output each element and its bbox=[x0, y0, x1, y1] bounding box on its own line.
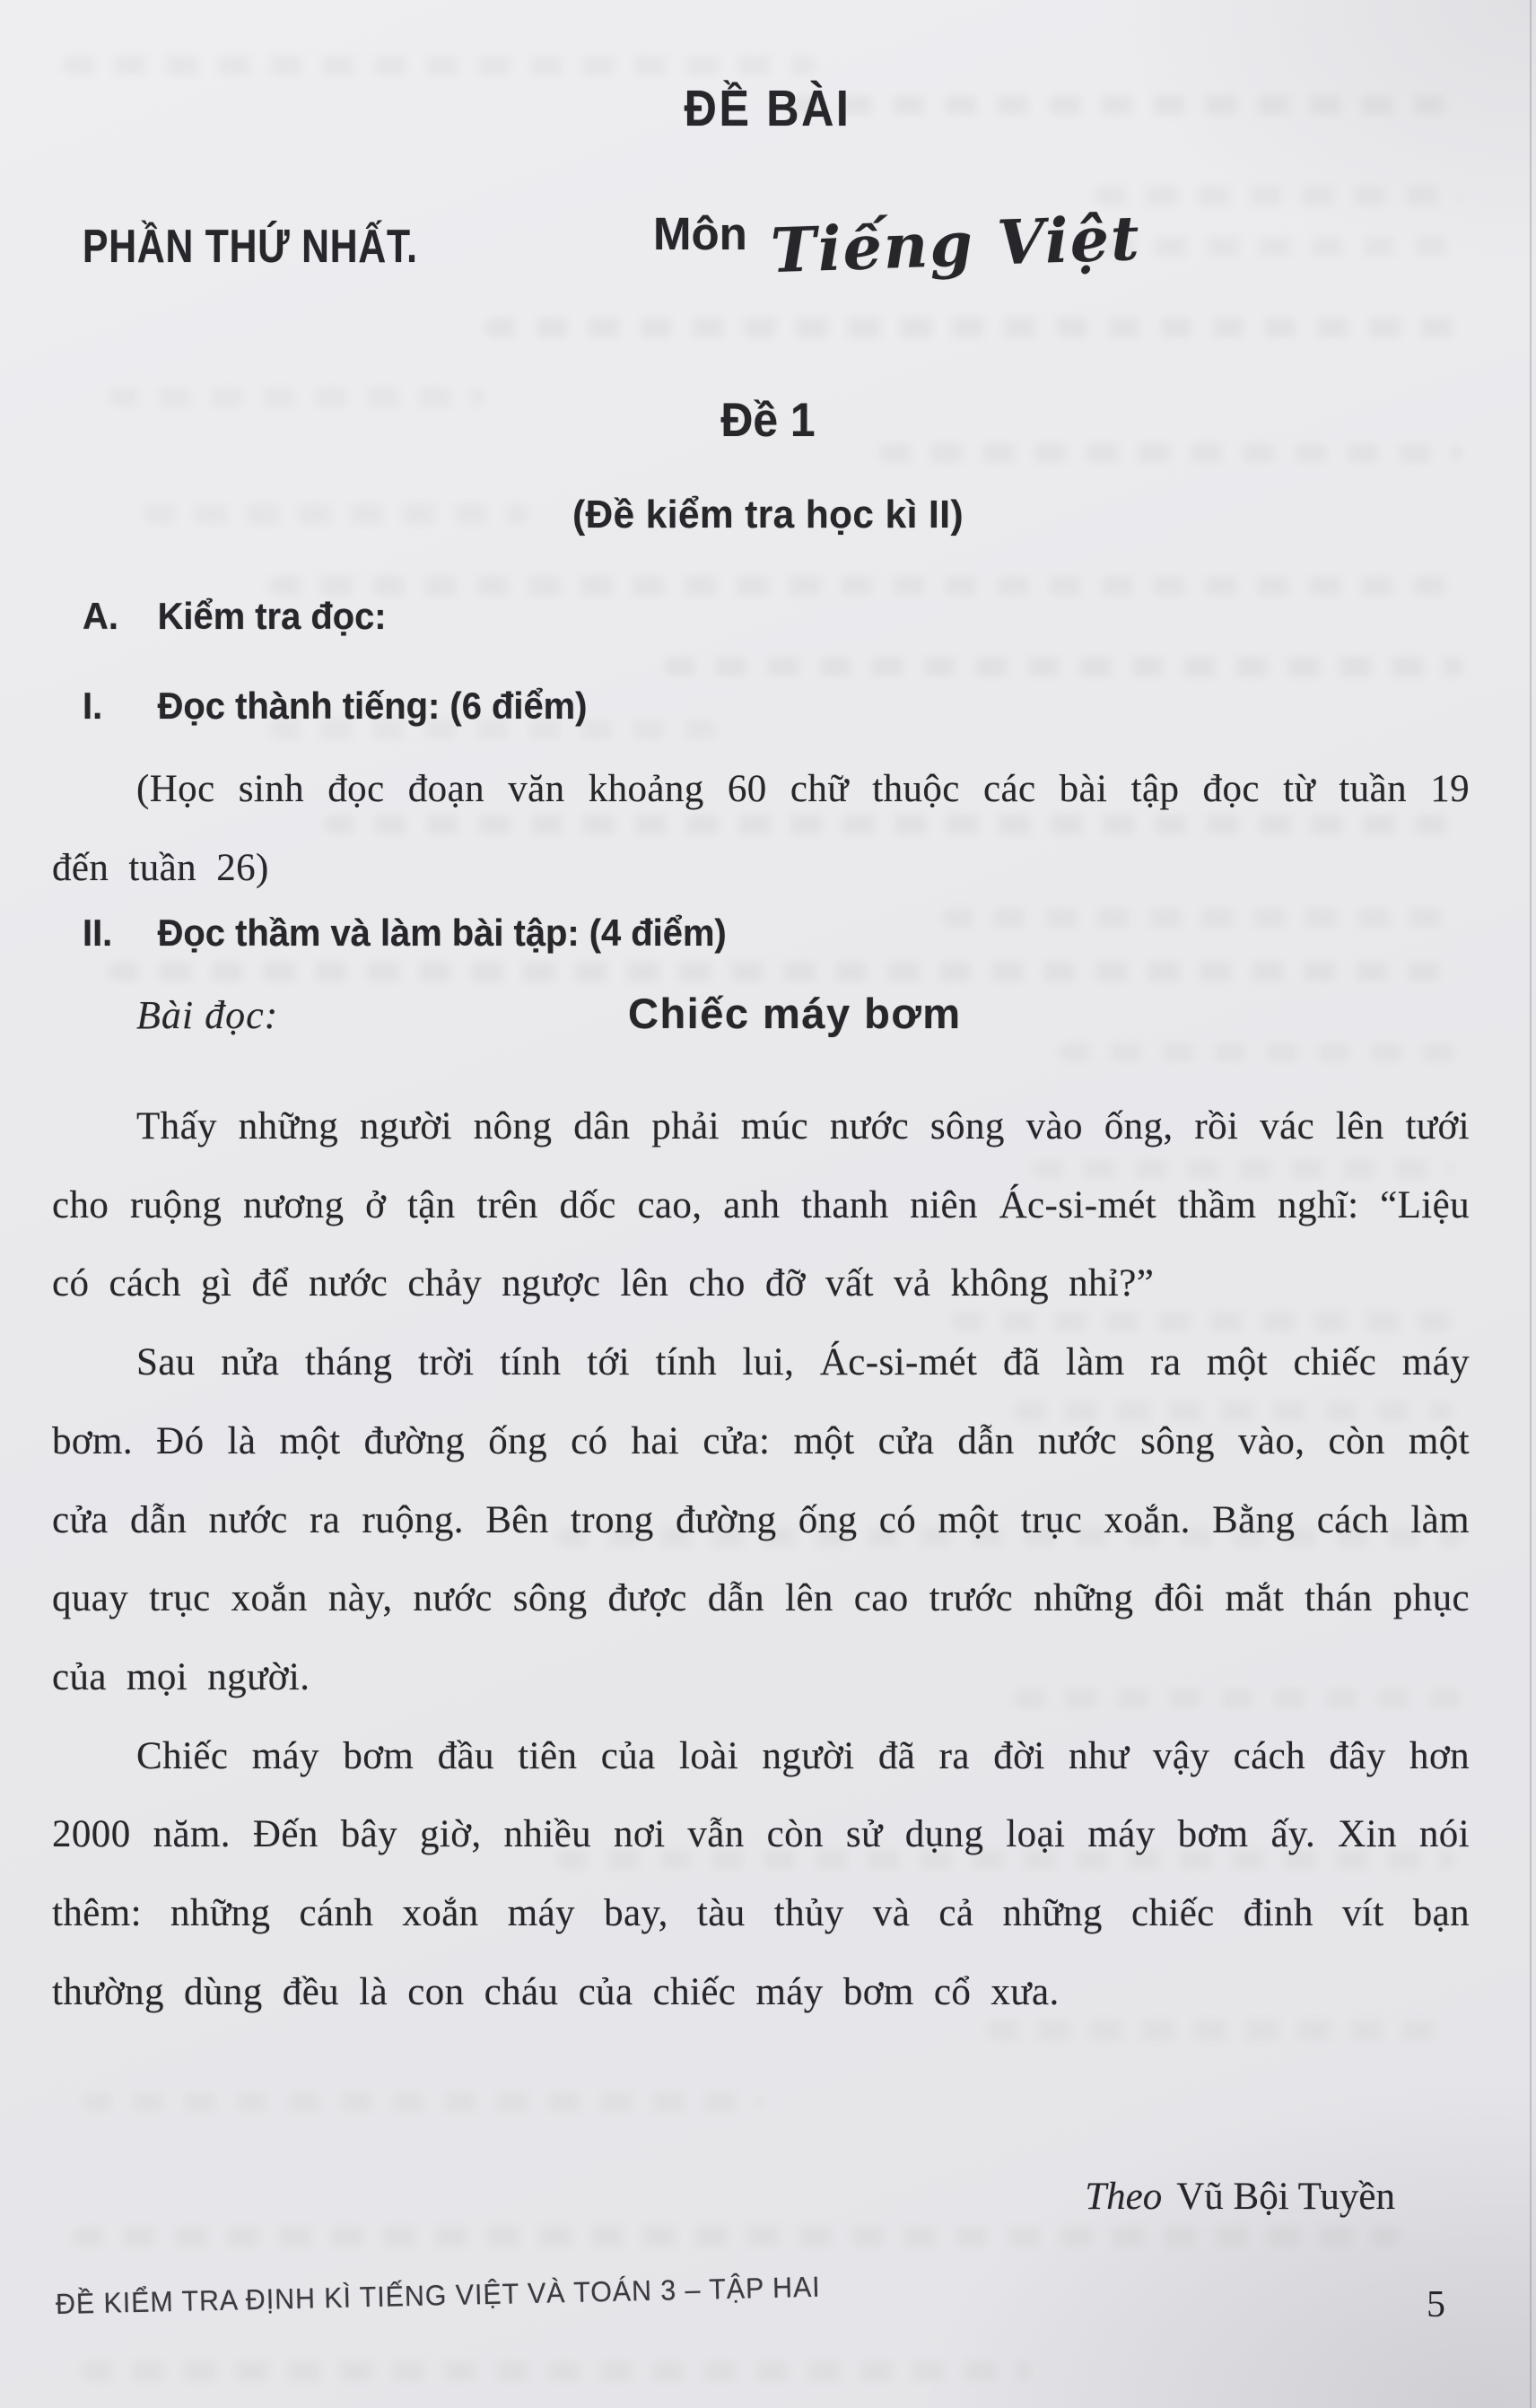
footer-book-title-text: ĐỀ KIỂM TRA ĐỊNH KÌ TIẾNG VIỆT VÀ TOÁN 3 – TẬP HAI bbox=[55, 2270, 821, 2320]
section-ii-label: Đọc thầm và làm bài tập: (4 điểm) bbox=[157, 912, 727, 954]
section-a-letter: A. bbox=[83, 595, 118, 637]
reading-paragraph: Sau nửa tháng trời tính tới tính lui, Ác-si-mét đã làm ra một chiếc máy bơm. Đó là một đường ống có hai cửa: một cửa dẫn nước sông vào, còn một cửa dẫn nước ra ruộng. Bên trong đường ống có một trục xoắn. Bằng cách làm quay trục xoắn này, nước sông được dẫn lên cao trước những đôi mắt thán phục của mọi người. bbox=[52, 1341, 1470, 1699]
bleedthrough-artifact bbox=[664, 657, 1462, 676]
author-prefix: Theo bbox=[1085, 2176, 1163, 2218]
part-label: PHẦN THỨ NHẤT. bbox=[83, 221, 418, 273]
part-subject-line bbox=[83, 202, 1466, 306]
subject-heading bbox=[653, 202, 1142, 288]
bleedthrough-artifact bbox=[81, 2361, 1032, 2381]
author-name: Vũ Bội Tuyền bbox=[1176, 2176, 1395, 2218]
section-i-heading bbox=[83, 685, 1397, 728]
bleedthrough-artifact bbox=[484, 318, 1462, 337]
page-title-text: ĐỀ BÀI bbox=[685, 80, 851, 137]
reading-paragraph: Chiếc máy bơm đầu tiên của loài người đã ra đời như vậy cách đây hơn 2000 năm. Đến bây giờ, nhiều nơi vẫn còn sử dụng loại máy bơm ấy. Xin nói thêm: những cánh xoắn máy bay, tàu thủy và cả những chiếc đinh vít bạn thường dùng đều là con cháu của chiếc máy bơm cổ xưa. bbox=[52, 1734, 1470, 2013]
bleedthrough-artifact bbox=[269, 576, 1462, 596]
bleedthrough-artifact bbox=[63, 56, 816, 75]
section-ii-numeral: II. bbox=[83, 912, 113, 954]
footer-book-title bbox=[56, 2270, 861, 2321]
page-title bbox=[0, 79, 1536, 138]
test-subtitle-text: (Đề kiểm tra học kì II) bbox=[572, 493, 964, 537]
bleedthrough-artifact bbox=[108, 962, 1462, 982]
section-a-heading bbox=[83, 595, 1397, 638]
reading-paragraph: Thấy những người nông dân phải múc nước sông vào ống, rồi vác lên tưới cho ruộng nương ở tận trên dốc cao, anh thanh niên Ác-si-mét thầm nghĩ: “Liệu có cách gì để nước chảy ngược lên cho đỡ vất vả không nhỉ?” bbox=[52, 1105, 1470, 1305]
test-number-heading bbox=[0, 393, 1536, 448]
section-i-label: Đọc thành tiếng: (6 điểm) bbox=[157, 685, 588, 727]
reading-passage-label: Bài đọc: bbox=[136, 993, 279, 1037]
subject-name-script: Tiếng Việt bbox=[769, 202, 1142, 288]
reading-passage-body bbox=[52, 1087, 1470, 2032]
bleedthrough-artifact bbox=[81, 2092, 763, 2112]
author-attribution bbox=[52, 2175, 1395, 2219]
reading-passage-title: Chiếc máy bơm bbox=[628, 990, 962, 1037]
section-i-numeral: I. bbox=[83, 685, 103, 727]
reading-instructions-note: (Học sinh đọc đoạn văn khoảng 60 chữ thuộc các bài tập đọc từ tuần 19 đến tuần 26) bbox=[52, 768, 1470, 889]
test-number-text: Đề 1 bbox=[720, 394, 816, 447]
section-ii-heading bbox=[83, 912, 1397, 955]
reading-passage-header bbox=[0, 992, 1536, 1050]
subject-prefix: Môn bbox=[653, 208, 747, 259]
section-a-label: Kiểm tra đọc: bbox=[157, 595, 387, 637]
bleedthrough-artifact bbox=[72, 2227, 1400, 2247]
footer-page-number: 5 bbox=[1427, 2284, 1445, 2325]
test-subtitle bbox=[0, 493, 1536, 537]
bleedthrough-artifact bbox=[1095, 186, 1462, 205]
